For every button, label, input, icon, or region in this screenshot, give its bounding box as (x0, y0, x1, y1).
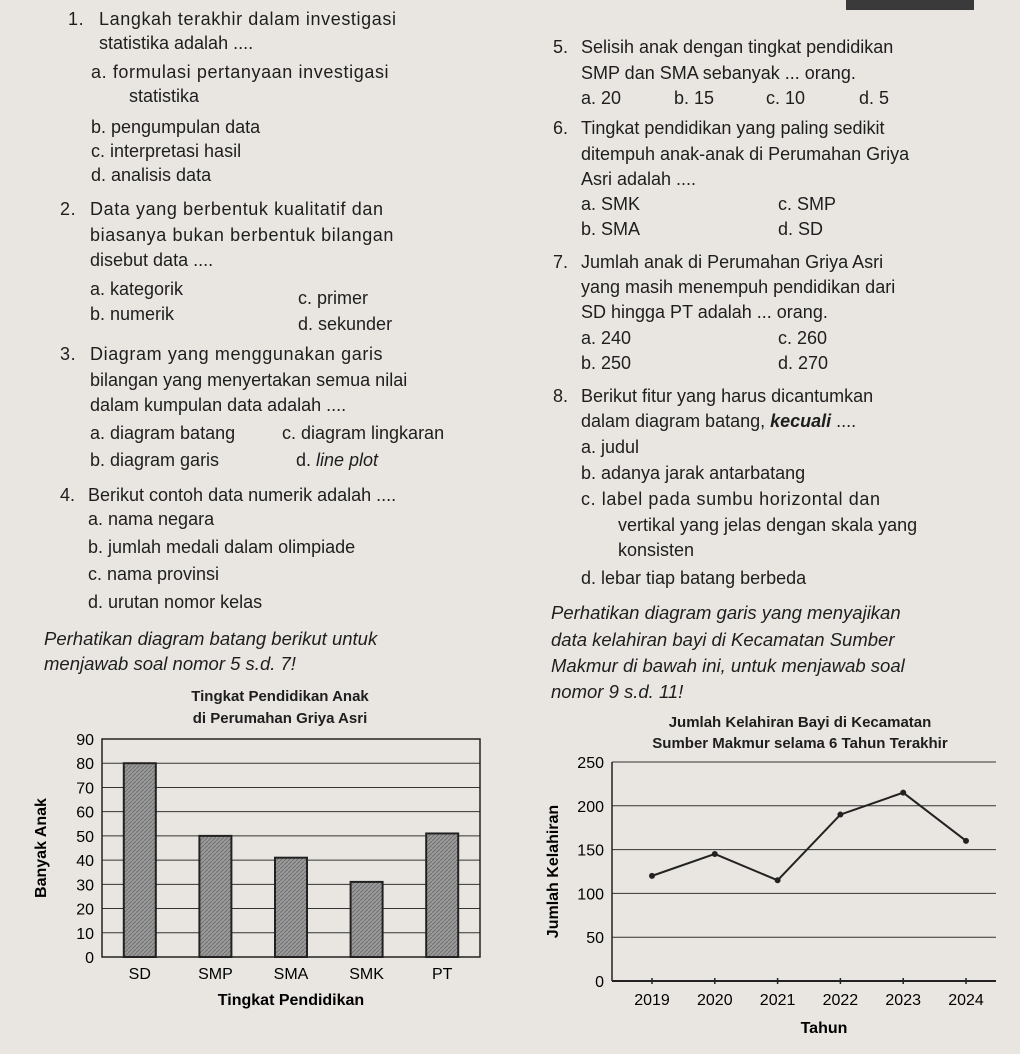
q2-number: 2. (60, 199, 77, 219)
bar-SMK (351, 882, 383, 957)
q1-option-a[interactable]: a. formulasi pertanyaan investigasi (91, 62, 390, 82)
qr-code-fragment (846, 0, 974, 10)
q5-option-a[interactable]: a. 20 (581, 88, 622, 108)
q4-option-d[interactable]: d. urutan nomor kelas (88, 592, 263, 612)
q8-text-line1: Berikut fitur yang harus dicantumkan (581, 386, 874, 406)
bar-xtick-PT: PT (431, 966, 453, 983)
line-point-2024 (963, 838, 969, 844)
line-xtick-2020: 2020 (697, 992, 733, 1009)
q2-option-b[interactable]: b. numerik (90, 304, 175, 324)
q3-option-d[interactable]: d. line plot (296, 450, 379, 470)
q4-number: 4. (60, 485, 76, 505)
line-chart (530, 750, 1010, 1045)
q7-text-line3: SD hingga PT adalah ... orang. (581, 302, 828, 322)
q2-option-d[interactable]: d. sekunder (298, 314, 393, 334)
q8-text-line2-main: dalam diagram batang, (581, 411, 771, 431)
q8-option-c-line3: konsisten (618, 540, 695, 560)
q5-option-d[interactable]: d. 5 (859, 88, 890, 108)
line-point-2021 (775, 877, 781, 883)
bar-ytick-0: 0 (85, 950, 94, 967)
line-ytick-100: 100 (577, 886, 604, 904)
bar-ytick-80: 80 (76, 756, 94, 774)
bar-SMP (199, 836, 231, 957)
bar-ytick-10: 10 (76, 925, 94, 943)
q1-option-b[interactable]: b. pengumpulan data (91, 117, 261, 137)
q3-text-line2: bilangan yang menyertakan semua nilai (90, 370, 408, 390)
bar-ytick-60: 60 (76, 804, 94, 822)
q1-text-line1: Langkah terakhir dalam investigasi (99, 9, 397, 29)
q8-option-b[interactable]: b. adanya jarak antarbatang (581, 463, 806, 483)
line-point-2023 (900, 790, 906, 796)
bar-ytick-30: 30 (76, 877, 94, 895)
q6-option-a[interactable]: a. SMK (581, 194, 641, 214)
q8-option-c-line1[interactable]: c. label pada sumbu horizontal dan (581, 489, 881, 509)
bar-SD (124, 763, 156, 957)
line-point-2020 (712, 851, 718, 857)
bar-SMA (275, 858, 307, 957)
q2-option-c[interactable]: c. primer (298, 288, 369, 308)
q3-text-line1: Diagram yang menggunakan garis (90, 344, 384, 364)
right-instruction-line3: Makmur di bawah ini, untuk menjawab soal (551, 655, 905, 676)
q7-option-d[interactable]: d. 270 (778, 353, 829, 373)
q8-text-line2-dots: .... (831, 411, 857, 431)
q7-option-b[interactable]: b. 250 (581, 353, 632, 373)
bar-ytick-50: 50 (76, 828, 94, 846)
bar-chart-title: Tingkat Pendidikan Anak (191, 688, 369, 705)
left-instruction-line1: Perhatikan diagram batang berikut untuk (44, 628, 378, 649)
bar-PT (426, 833, 458, 957)
q5-option-c[interactable]: c. 10 (766, 88, 806, 108)
q6-option-b[interactable]: b. SMA (581, 219, 641, 239)
q3-option-d-italic: line plot (316, 450, 379, 470)
line-xtick-2023: 2023 (885, 992, 921, 1009)
right-instruction-line4: nomor 9 s.d. 11! (551, 681, 684, 702)
left-instruction-line2: menjawab soal nomor 5 s.d. 7! (44, 653, 296, 674)
q4-option-c[interactable]: c. nama provinsi (88, 564, 220, 584)
line-ytick-250: 250 (577, 755, 604, 772)
q6-text-line3: Asri adalah .... (581, 169, 697, 189)
q3-option-b[interactable]: b. diagram garis (90, 450, 220, 470)
bar-ytick-20: 20 (76, 901, 94, 919)
q8-option-a[interactable]: a. judul (581, 437, 640, 457)
q3-text-line3: dalam kumpulan data adalah .... (90, 395, 347, 415)
q7-number: 7. (553, 252, 569, 272)
bar-ylabel: Banyak Anak (33, 798, 50, 898)
q5-text-line2: SMP dan SMA sebanyak ... orang. (581, 63, 856, 83)
q6-text-line2: ditempuh anak-anak di Perumahan Griya (581, 144, 910, 164)
line-ytick-200: 200 (577, 798, 604, 816)
line-ytick-150: 150 (577, 842, 604, 860)
q8-option-c-line2: vertikal yang jelas dengan skala yang (618, 515, 918, 535)
q5-option-b[interactable]: b. 15 (674, 88, 715, 108)
q8-text-line2 (581, 410, 856, 432)
line-xtick-2021: 2021 (759, 992, 796, 1009)
bar-ytick-70: 70 (76, 780, 94, 798)
line-xtick-2022: 2022 (822, 992, 859, 1009)
line-ytick-0: 0 (595, 974, 604, 991)
q1-option-d[interactable]: d. analisis data (91, 165, 212, 185)
line-point-2019 (649, 873, 655, 879)
q2-text-line1: Data yang berbentuk kualitatif dan (90, 199, 384, 219)
q8-number: 8. (553, 386, 569, 406)
q4-option-a[interactable]: a. nama negara (88, 509, 215, 529)
q6-option-d[interactable]: d. SD (778, 219, 824, 239)
q3-number: 3. (60, 344, 77, 364)
q8-kecuali-emphasis: kecuali (770, 411, 832, 431)
q6-number: 6. (553, 118, 569, 138)
q4-option-b[interactable]: b. jumlah medali dalam olimpiade (88, 537, 356, 557)
line-xtick-2019: 2019 (634, 992, 670, 1009)
bar-xtick-SD: SD (128, 966, 151, 983)
q7-text-line2: yang masih menempuh pendidikan dari (581, 277, 896, 297)
bar-ytick-40: 40 (76, 853, 94, 871)
bar-xtick-SMK: SMK (349, 966, 384, 983)
q5-number: 5. (553, 37, 569, 57)
line-xlabel: Tahun (800, 1020, 848, 1037)
right-instruction-line1: Perhatikan diagram garis yang menyajikan (551, 602, 901, 623)
q2-text-line3: disebut data .... (90, 250, 214, 270)
q5-text-line1: Selisih anak dengan tingkat pendidikan (581, 37, 894, 57)
right-instruction-line2: data kelahiran bayi di Kecamatan Sumber (551, 629, 895, 650)
bar-chart (20, 725, 490, 1015)
q7-text-line1: Jumlah anak di Perumahan Griya Asri (581, 252, 884, 272)
bar-xlabel: Tingkat Pendidikan (217, 992, 365, 1009)
q1-text-line2: statistika adalah .... (99, 33, 254, 53)
line-point-2022 (837, 812, 843, 818)
line-ylabel: Jumlah Kelahiran (545, 804, 562, 939)
line-chart-title: Jumlah Kelahiran Bayi di Kecamatan (668, 714, 932, 731)
line-xtick-2024: 2024 (948, 992, 984, 1009)
q3-option-c[interactable]: c. diagram lingkaran (282, 423, 445, 443)
bar-ytick-90: 90 (76, 732, 94, 749)
q2-text-line2: biasanya bukan berbentuk bilangan (90, 225, 395, 245)
q4-text: Berikut contoh data numerik adalah .... (88, 485, 397, 505)
q3-option-a[interactable]: a. diagram batang (90, 423, 236, 443)
q6-option-c[interactable]: c. SMP (778, 194, 837, 214)
q6-text-line1: Tingkat pendidikan yang paling sedikit (581, 118, 885, 138)
q1-option-a-cont: statistika (129, 86, 200, 106)
line-chart-subtitle: Sumber Makmur selama 6 Tahun Terakhir (652, 735, 948, 752)
bar-xtick-SMA: SMA (273, 966, 309, 983)
q1-number: 1. (68, 9, 85, 29)
line-ytick-50: 50 (586, 930, 604, 948)
q7-option-a[interactable]: a. 240 (581, 328, 632, 348)
bar-chart-subtitle: di Perumahan Griya Asri (192, 710, 368, 727)
q8-option-d[interactable]: d. lebar tiap batang berbeda (581, 568, 807, 588)
bar-xtick-SMP: SMP (198, 966, 233, 983)
q7-option-c[interactable]: c. 260 (778, 328, 828, 348)
q2-option-a[interactable]: a. kategorik (90, 279, 184, 299)
q1-option-c[interactable]: c. interpretasi hasil (91, 141, 242, 161)
